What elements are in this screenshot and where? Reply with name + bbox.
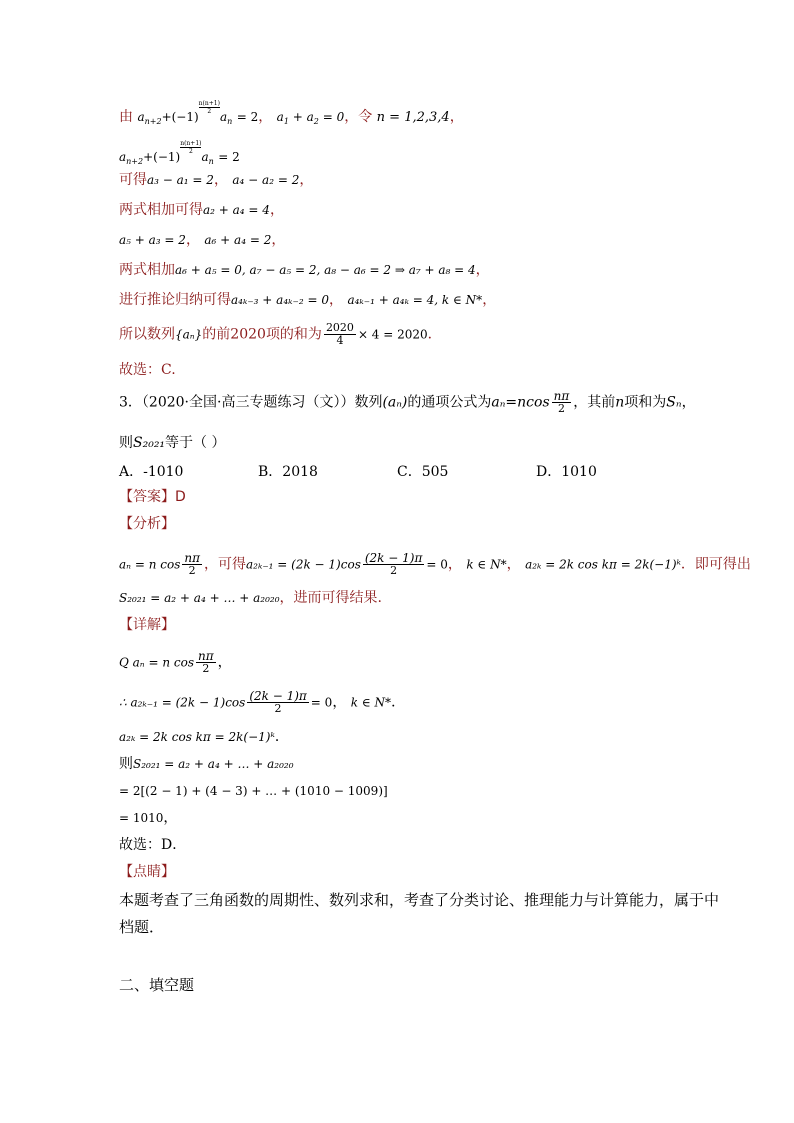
detail-line-4: 则S₂₀₂₁ = a₂ + a₄ + … + a₂₀₂₀ <box>119 756 294 772</box>
choose-c: 故选：C. <box>119 362 176 378</box>
analysis-heading: 【分析】 <box>119 516 175 532</box>
option-d: D．1010 <box>536 464 597 480</box>
math-exponent-fraction-2: $\frac{n(n+1)}{2}$ <box>180 140 202 155</box>
math-a-n2: $a_{n+2}$ <box>137 110 162 126</box>
question-3-line-2: 则S₂₀₂₁等于（ ） <box>119 435 226 451</box>
math-a1-a2: $a_1 + a_2 = 0$ <box>276 110 345 126</box>
section-heading-fill-blank: 二、填空题 <box>119 976 195 994</box>
option-a: A．-1010 <box>119 464 184 480</box>
question-3-line-1: 3．（2020·全国·高三专题练习（文））数列(aₙ)的通项公式为aₙ=ncos $\frac{n\pi}{2}$ ，其前n项和为Sₙ， <box>119 389 696 415</box>
derive-line-7: 进行推论归纳可得a₄ₖ₋₃ + a₄ₖ₋₂ = 0， a₄ₖ₋₁ + a₄ₖ = 4, k ∈ N*， <box>119 292 497 308</box>
recurrence-line: 由 $a_{n+2}+(-1)$ $\frac{n(n+1)}{2}$ $a_n = 2$， $a_1 + a_2 = 0$，令 n = 1,2,3,4， <box>119 100 464 126</box>
q3-fraction: $\frac{n\pi}{2}$ <box>553 389 570 415</box>
math-neg-one: +(−1) <box>161 110 199 124</box>
derive-line-6: 两式相加a₆ + a₅ = 0, a₇ − a₅ = 2, a₈ − a₆ = 2 ⇒ a₇ + a₈ = 4， <box>119 262 490 278</box>
math-induction-1: a₄ₖ₋₃ + a₄ₖ₋₂ = 0 <box>231 293 329 307</box>
math-a6-a4: a₆ + a₄ = 2 <box>204 233 272 247</box>
math-a-n: $a_n$ <box>219 110 233 126</box>
question-number: 3． <box>119 394 142 411</box>
answer-heading: 【答案】D <box>119 489 186 505</box>
recurrence-line-2: $a_{n+2}+(-1)$ $\frac{n(n+1)}{2}$ $a_n = 2$ <box>119 140 240 166</box>
option-c: C．505 <box>397 464 449 480</box>
math-a5-a3: a₅ + a₃ = 2 <box>119 233 186 247</box>
review-line-1: 本题考查了三角函数的周期性、数列求和，考查了分类讨论、推理能力与计算能力，属于中 <box>119 891 720 909</box>
analysis-line-2: S₂₀₂₁ = a₂ + a₄ + … + a₂₀₂₀，进而可得结果. <box>119 590 382 606</box>
math-combined: a₆ + a₅ = 0, a₇ − a₅ = 2, a₈ − a₆ = 2 ⇒ a₇ + a₈ = 4 <box>175 263 476 277</box>
math-a2-a4: a₂ + a₄ = 4 <box>203 203 270 217</box>
math-n-values: n = 1,2,3,4 <box>376 110 450 125</box>
math-fraction-2020-4: $\frac{2020}{4}$ <box>325 321 354 347</box>
detail-choose-d: 故选：D． <box>119 837 187 853</box>
detail-line-6: = 1010， <box>119 810 178 826</box>
detail-line-2: ∴ a₂ₖ₋₁ = (2k − 1)cos $\frac{(2k - 1)\pi}{2}$ = 0， k ∈ N*． <box>119 689 406 715</box>
review-heading: 【点睛】 <box>119 864 175 880</box>
math-sequence: {aₙ} <box>175 327 203 342</box>
detail-line-3: a₂ₖ = 2k cos kπ = 2k(−1)ᵏ． <box>119 729 289 745</box>
review-line-2: 档题． <box>119 918 165 936</box>
derive-line-3: 可得a₃ − a₁ = 2， a₄ − a₂ = 2， <box>119 172 314 188</box>
detail-heading: 【详解】 <box>119 617 175 633</box>
math-induction-2: a₄ₖ₋₁ + a₄ₖ = 4, k ∈ N* <box>347 293 483 307</box>
derive-line-5: a₅ + a₃ = 2， a₆ + a₄ = 2， <box>119 232 286 248</box>
math-equals-two: = 2 <box>236 110 259 124</box>
text-you: 由 <box>119 109 133 125</box>
detail-line-5: = 2[(2 − 1) + (4 − 3) + … + (1010 − 1009)] <box>119 784 388 798</box>
derive-line-8: 所以数列{aₙ}的前2020项的和为 $\frac{2020}{4}$ × 4 = 2020． <box>119 321 442 347</box>
math-a-n2-b: $a_{n+2}$ <box>119 150 144 166</box>
analysis-line-1: aₙ = n cos $\frac{n\pi}{2}$ ，可得a₂ₖ₋₁ = (2k − 1)cos $\frac{(2k - 1)\pi}{2}$ = 0， k ∈ N*， a₂ₖ = 2k cos kπ = 2k(−1)ᵏ．即可得出 <box>119 551 751 577</box>
math-a4-a2: a₄ − a₂ = 2 <box>232 173 300 187</box>
option-b: B．2018 <box>258 464 318 480</box>
detail-line-1: Q aₙ = n cos $\frac{n\pi}{2}$ ， <box>119 649 232 675</box>
math-exponent-fraction: $\frac{n(n+1)}{2}$ <box>198 100 220 115</box>
question-source: （2020·全国·高三专题练习（文））数列 <box>141 394 383 411</box>
math-a3-a1: a₃ − a₁ = 2 <box>147 173 214 187</box>
derive-line-4: 两式相加可得a₂ + a₄ = 4， <box>119 202 284 218</box>
